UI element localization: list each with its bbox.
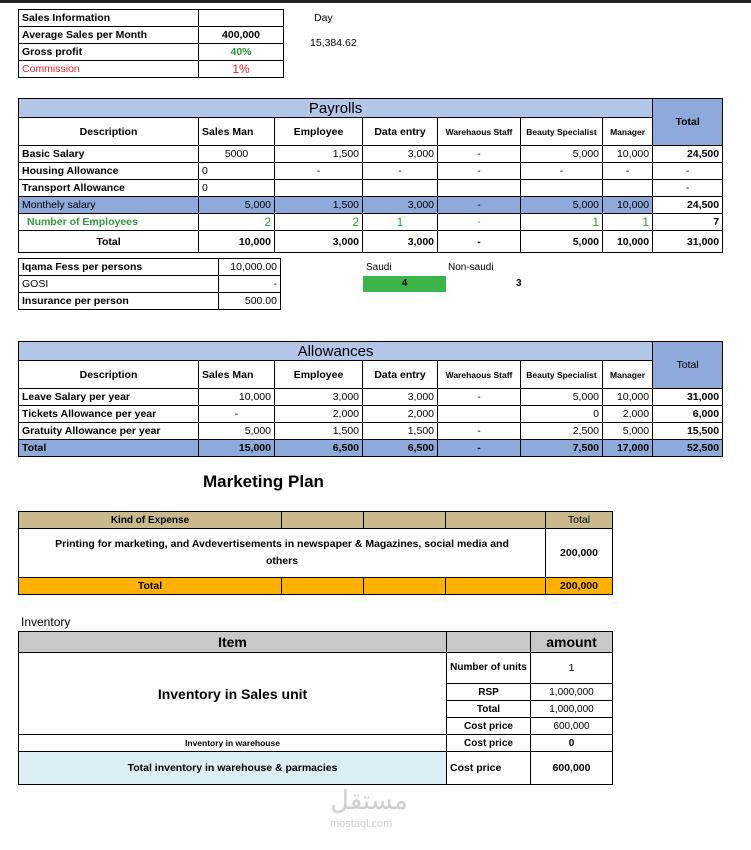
allowance-cell: 7,500 bbox=[521, 440, 603, 457]
allowances-title: Allowances bbox=[19, 342, 653, 361]
payroll-cell: 3,000 bbox=[363, 197, 438, 214]
allowance-total: 6,000 bbox=[653, 406, 723, 423]
allowance-total: 15,500 bbox=[653, 423, 723, 440]
day-value: 15,384.62 bbox=[310, 37, 357, 49]
payroll-total: 24,500 bbox=[653, 197, 723, 214]
allowances-col-beauty: Beauty Specialist bbox=[521, 361, 603, 389]
payroll-cell: - bbox=[438, 163, 521, 180]
payrolls-col-description: Description bbox=[19, 118, 199, 146]
payroll-cell: 5,000 bbox=[521, 197, 603, 214]
payroll-cell: 10,000 bbox=[603, 231, 653, 253]
payroll-row-label: Monthely salary bbox=[19, 197, 199, 214]
inventory-amount-header: amount bbox=[531, 632, 613, 653]
marketing-expense-line2: others bbox=[265, 555, 299, 567]
payroll-cell: - bbox=[521, 163, 603, 180]
payroll-cell: 3,000 bbox=[363, 231, 438, 253]
allowance-cell: 15,000 bbox=[199, 440, 275, 457]
payroll-total: 31,000 bbox=[653, 231, 723, 253]
payrolls-col-employee: Employee bbox=[275, 118, 363, 146]
allowances-total-header: Total bbox=[653, 342, 723, 389]
allowance-cell bbox=[438, 406, 521, 423]
marketing-expense-value: 200,000 bbox=[546, 529, 613, 578]
commission-label: Commission bbox=[19, 61, 199, 78]
avg-sales-label: Average Sales per Month bbox=[19, 27, 199, 44]
payrolls-col-beauty: Beauty Specialist bbox=[521, 118, 603, 146]
watermark-logo: مستقل bbox=[330, 786, 408, 816]
payrolls-col-manager: Manager bbox=[603, 118, 653, 146]
payroll-cell: - bbox=[438, 146, 521, 163]
allowance-cell: 5,000 bbox=[603, 423, 653, 440]
fee-label: Iqama Fess per persons bbox=[19, 259, 219, 276]
allowance-cell: - bbox=[438, 423, 521, 440]
payroll-cell: 5,000 bbox=[199, 197, 275, 214]
payroll-cell: 5000 bbox=[199, 146, 275, 163]
inventory-row-label: Cost price bbox=[447, 718, 531, 735]
allowances-col-manager: Manager bbox=[603, 361, 653, 389]
payroll-cell bbox=[603, 180, 653, 197]
payroll-cell: 1 bbox=[521, 214, 603, 231]
allowance-row-label: Total bbox=[19, 440, 199, 457]
top-border bbox=[0, 0, 751, 3]
payroll-cell: 0 bbox=[199, 180, 275, 197]
sales-info-title: Sales Information bbox=[19, 10, 199, 27]
allowances-table bbox=[18, 341, 723, 457]
watermark-url: mostaql.com bbox=[330, 818, 393, 830]
fee-value: 500.00 bbox=[219, 293, 281, 310]
payroll-cell: 0 bbox=[199, 163, 275, 180]
payrolls-total-header: Total bbox=[653, 99, 723, 146]
payroll-cell: 5,000 bbox=[521, 231, 603, 253]
day-label: Day bbox=[314, 12, 333, 24]
sales-info-table bbox=[18, 9, 284, 78]
inventory-row-value: 600,000 bbox=[531, 718, 613, 735]
payroll-total: - bbox=[653, 180, 723, 197]
inventory-row-value: 600,000 bbox=[531, 752, 613, 785]
payrolls-col-dataentry: Data entry bbox=[363, 118, 438, 146]
fee-value: 10,000.00 bbox=[219, 259, 281, 276]
payrolls-title: Payrolls bbox=[19, 99, 653, 118]
allowance-cell: 10,000 bbox=[603, 389, 653, 406]
payroll-cell: 1 bbox=[363, 214, 438, 231]
payroll-row-label: Housing Allowance bbox=[19, 163, 199, 180]
allowance-cell: 5,000 bbox=[199, 423, 275, 440]
payroll-cell: - bbox=[438, 214, 521, 231]
avg-sales-value: 400,000 bbox=[199, 27, 284, 44]
allowance-cell: 0 bbox=[521, 406, 603, 423]
allowances-col-warehouse: Warehaous Staff bbox=[438, 361, 521, 389]
payroll-cell bbox=[521, 180, 603, 197]
commission-value: 1% bbox=[199, 61, 284, 78]
inventory-table bbox=[18, 631, 613, 785]
payroll-total: 7 bbox=[653, 214, 723, 231]
marketing-table bbox=[18, 511, 613, 595]
marketing-expense-line1: Printing for marketing, and Avdevertisements in newspaper & Magazines, social media and bbox=[55, 538, 509, 550]
payroll-row-label: Basic Salary bbox=[19, 146, 199, 163]
inventory-row-label: Cost price bbox=[447, 735, 531, 752]
inventory-row-value: 1,000,000 bbox=[531, 701, 613, 718]
allowance-cell: 2,500 bbox=[521, 423, 603, 440]
payroll-cell: 10,000 bbox=[603, 197, 653, 214]
gross-profit-label: Gross profit bbox=[19, 44, 199, 61]
payroll-row-label: Transport Allowance bbox=[19, 180, 199, 197]
payroll-row-label: Number of Employees bbox=[19, 214, 199, 231]
payroll-cell bbox=[275, 180, 363, 197]
payroll-cell: - bbox=[438, 197, 521, 214]
inventory-row-value: 0 bbox=[531, 735, 613, 752]
allowance-total: 31,000 bbox=[653, 389, 723, 406]
allowance-cell: 3,000 bbox=[275, 389, 363, 406]
allowance-cell: 2,000 bbox=[363, 406, 438, 423]
inventory-warehouse-label: Inventory in warehouse bbox=[19, 735, 447, 752]
fee-value: - bbox=[219, 276, 281, 293]
payroll-cell: 10,000 bbox=[603, 146, 653, 163]
gross-profit-value: 40% bbox=[199, 44, 284, 61]
inventory-row-label: Cost price bbox=[447, 752, 531, 785]
allowance-cell: 10,000 bbox=[199, 389, 275, 406]
allowance-cell: 6,500 bbox=[275, 440, 363, 457]
inventory-title: Inventory bbox=[21, 615, 71, 629]
payrolls-col-salesman: Sales Man bbox=[199, 118, 275, 146]
allowance-cell: 6,500 bbox=[363, 440, 438, 457]
payroll-total: 24,500 bbox=[653, 146, 723, 163]
payroll-cell bbox=[363, 180, 438, 197]
payroll-cell: 3,000 bbox=[275, 231, 363, 253]
allowance-cell: 1,500 bbox=[363, 423, 438, 440]
inventory-row-label: Number of units bbox=[447, 653, 531, 684]
payroll-cell: 3,000 bbox=[363, 146, 438, 163]
payroll-cell: 2 bbox=[199, 214, 275, 231]
payroll-cell: - bbox=[363, 163, 438, 180]
allowances-col-dataentry: Data entry bbox=[363, 361, 438, 389]
payroll-cell: - bbox=[603, 163, 653, 180]
allowance-cell: 3,000 bbox=[363, 389, 438, 406]
marketing-kind-header: Kind of Expense bbox=[19, 512, 282, 529]
allowance-cell: 2,000 bbox=[603, 406, 653, 423]
allowance-cell: 2,000 bbox=[275, 406, 363, 423]
payroll-cell: 5,000 bbox=[521, 146, 603, 163]
marketing-total-label: Total bbox=[19, 578, 282, 595]
inventory-total-label: Total inventory in warehouse & parmacies bbox=[19, 752, 447, 785]
allowance-total: 52,500 bbox=[653, 440, 723, 457]
saudi-label: Saudi bbox=[366, 262, 392, 273]
allowance-cell: - bbox=[199, 406, 275, 423]
fee-label: GOSI bbox=[19, 276, 219, 293]
payrolls-table bbox=[18, 98, 723, 253]
allowance-row-label: Tickets Allowance per year bbox=[19, 406, 199, 423]
non-saudi-label: Non-saudi bbox=[448, 262, 494, 273]
payroll-cell: 1,500 bbox=[275, 146, 363, 163]
non-saudi-value: 3 bbox=[516, 278, 522, 289]
payroll-total: - bbox=[653, 163, 723, 180]
allowances-col-salesman: Sales Man bbox=[199, 361, 275, 389]
payroll-cell: - bbox=[275, 163, 363, 180]
allowance-cell: 17,000 bbox=[603, 440, 653, 457]
payroll-cell: 10,000 bbox=[199, 231, 275, 253]
allowance-row-label: Leave Salary per year bbox=[19, 389, 199, 406]
marketing-title: Marketing Plan bbox=[203, 472, 324, 491]
payrolls-col-warehouse: Warehaous Staff bbox=[438, 118, 521, 146]
payroll-cell: 1,500 bbox=[275, 197, 363, 214]
allowance-cell: - bbox=[438, 389, 521, 406]
allowances-col-description: Description bbox=[19, 361, 199, 389]
allowance-row-label: Gratuity Allowance per year bbox=[19, 423, 199, 440]
payroll-cell: 2 bbox=[275, 214, 363, 231]
inventory-row-value: 1 bbox=[531, 653, 613, 684]
inventory-item-header: Item bbox=[19, 632, 447, 653]
allowance-cell: 1,500 bbox=[275, 423, 363, 440]
inventory-sales-unit-label: Inventory in Sales unit bbox=[19, 653, 447, 735]
allowances-col-employee: Employee bbox=[275, 361, 363, 389]
inventory-row-value: 1,000,000 bbox=[531, 684, 613, 701]
payroll-cell: - bbox=[438, 231, 521, 253]
payroll-cell: 1 bbox=[603, 214, 653, 231]
payroll-cell bbox=[438, 180, 521, 197]
inventory-row-label: Total bbox=[447, 701, 531, 718]
allowance-cell: - bbox=[438, 440, 521, 457]
marketing-total-value: 200,000 bbox=[546, 578, 613, 595]
fee-label: Insurance per person bbox=[19, 293, 219, 310]
payroll-row-label: Total bbox=[19, 231, 199, 253]
allowance-cell: 5,000 bbox=[521, 389, 603, 406]
fees-table bbox=[18, 258, 281, 310]
saudi-value: 4 bbox=[363, 276, 446, 292]
marketing-total-header: Total bbox=[546, 512, 613, 529]
inventory-row-label: RSP bbox=[447, 684, 531, 701]
